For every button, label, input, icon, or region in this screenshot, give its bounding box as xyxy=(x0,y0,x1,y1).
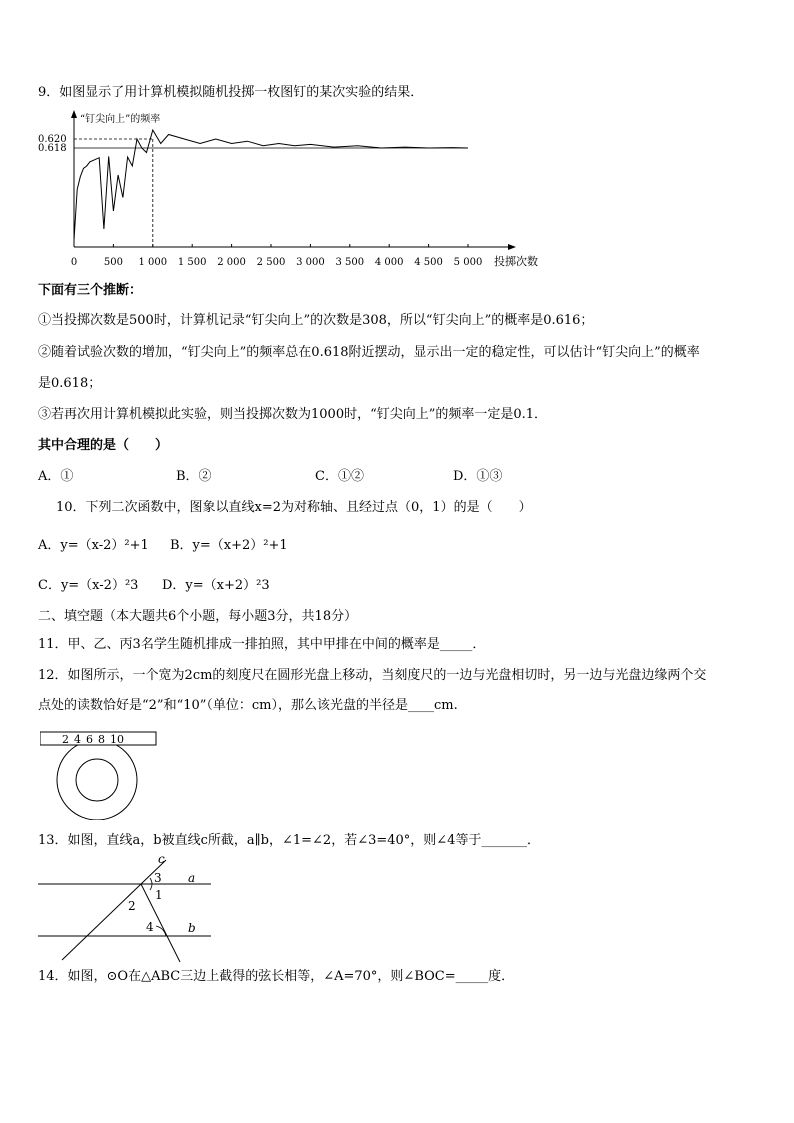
q9-stem: 9．如图显示了用计算机模拟随机投掷一枚图钉的某次实验的结果． xyxy=(38,85,424,100)
frequency-series-line xyxy=(74,130,468,240)
x-tick-label: 500 xyxy=(103,257,123,268)
label-angle-2: 2 xyxy=(128,899,136,913)
q11-stem: 11．甲、乙、丙3名学生随机排成一排拍照，其中甲排在中间的概率是_____． xyxy=(38,637,486,652)
x-tick-label: 1 500 xyxy=(177,257,207,268)
q12-line-2: 点处的读数恰好是“2”和“10”（单位：cm），那么该光盘的半径是____cm. xyxy=(38,698,458,713)
ruler-label: 8 xyxy=(98,733,105,746)
ruler-label: 4 xyxy=(74,733,81,746)
x-axis-arrow xyxy=(508,244,516,250)
x-tick-label: 3 000 xyxy=(296,257,325,268)
x-tick-label: 4 500 xyxy=(414,257,443,268)
x-tick-label: 0 xyxy=(70,257,78,268)
label-angle-3: 3 xyxy=(154,871,162,885)
x-tick-label: 3 500 xyxy=(335,257,365,268)
q9-option-c: C．①② xyxy=(315,469,364,484)
q9-inference-2-cont: 是0.618； xyxy=(38,376,102,391)
ruler-label: 10 xyxy=(110,733,124,746)
y-tick-label: 0.618 xyxy=(38,143,67,154)
label-a: a xyxy=(188,871,196,885)
x-tick-label: 2 500 xyxy=(256,257,286,268)
label-c: c xyxy=(158,854,165,866)
q10-option-a: A．y=（x-2）²+1 xyxy=(38,538,149,553)
x-axis-label: 投掷次数 xyxy=(494,255,538,268)
q9-ask: 其中合理的是（ ） xyxy=(38,438,169,453)
q9-infer-intro: 下面有三个推断： xyxy=(38,283,143,298)
q10-option-d: D．y=（x+2）²3 xyxy=(162,578,270,593)
q9-inference-3: ③若再次用计算机模拟此实验，则当投掷次数为1000时，“钉尖向上”的频率一定是0.1． xyxy=(38,407,548,422)
q9-inference-1: ①当投掷次数是500时，计算机记录“钉尖向上”的次数是308，所以“钉尖向上”的概率是0.616； xyxy=(38,313,594,328)
q9-option-a: A．① xyxy=(38,469,74,484)
q10-option-b: B．y=（x+2）²+1 xyxy=(170,538,288,553)
label-angle-1: 1 xyxy=(155,888,163,902)
y-tick-label: 0.620 xyxy=(38,134,67,145)
transversal-c xyxy=(62,860,166,960)
label-angle-4: 4 xyxy=(146,920,154,934)
x-tick-label: 1 000 xyxy=(138,257,168,268)
label-b: b xyxy=(188,921,196,935)
x-tick-label: 2 000 xyxy=(217,257,246,268)
parallel-lines-figure xyxy=(36,854,216,964)
q12-line-1: 12．如图所示，一个宽为2cm的刻度尺在圆形光盘上移动，当刻度尺的一边与光盘相切时，另一边与光盘边缘两个交 xyxy=(38,668,707,683)
frequency-chart xyxy=(38,110,558,270)
section-2-title: 二、填空题（本大题共6个小题，每小题3分，共18分） xyxy=(38,609,358,624)
q9-inference-2: ②随着试验次数的增加，“钉尖向上”的频率总在0.618附近摆动，显示出一定的稳定性，可以估计“钉尖向上”的概率 xyxy=(38,345,700,360)
disc-inner xyxy=(76,759,118,801)
ruler-label: 2 xyxy=(62,733,69,746)
x-tick-label: 4 000 xyxy=(374,257,404,268)
y-axis-label: “钉尖向上”的频率 xyxy=(80,114,161,125)
x-tick-label: 5 000 xyxy=(453,257,483,268)
ruler-disc-figure xyxy=(40,730,170,820)
q10-stem: 10．下列二次函数中，图象以直线x=2为对称轴、且经过点（0，1）的是（ ） xyxy=(56,500,532,515)
y-axis-arrow xyxy=(71,110,77,118)
q10-option-c: C．y=（x-2）²3 xyxy=(38,578,139,593)
q13-stem: 13．如图，直线a，b被直线c所截，a∥b，∠1=∠2，若∠3=40°，则∠4等于_______． xyxy=(38,833,540,848)
ruler-label: 6 xyxy=(86,733,93,746)
q9-option-b: B．② xyxy=(176,469,212,484)
q14-stem: 14．如图，⊙O在△ABC三边上截得的弦长相等，∠A=70°，则∠BOC=_____度． xyxy=(38,969,515,984)
q9-option-d: D．①③ xyxy=(453,469,503,484)
disc-outer xyxy=(57,740,137,820)
